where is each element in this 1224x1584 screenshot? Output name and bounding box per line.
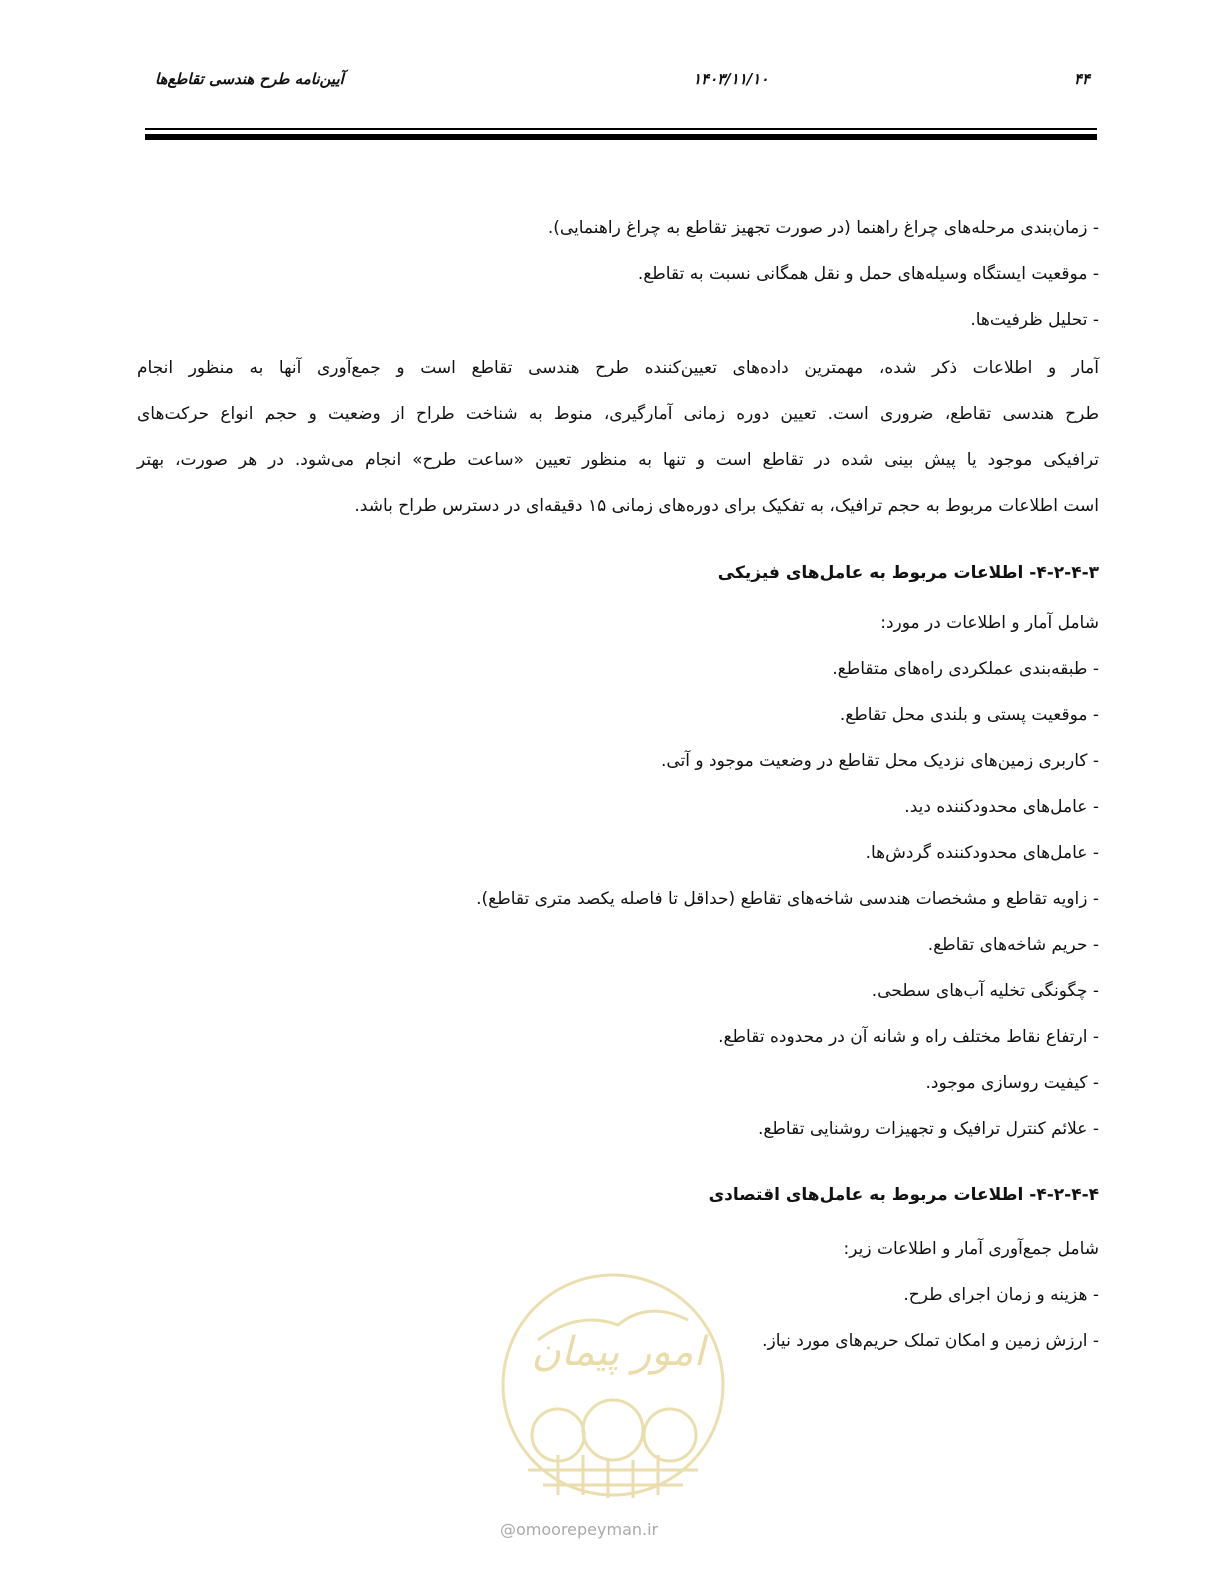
paragraph-line: ترافیکی موجود یا پیش بینی شده در تقاطع است و تنها به منظور تعیین «ساعت طرح» انجام می‌شود. در هر صورت، بهتر [137,450,1099,470]
list-item: - تحلیل ظرفیت‌ها. [970,310,1099,330]
header-rule-thick [145,134,1097,140]
list-item: - کیفیت روسازی موجود. [925,1073,1099,1093]
list-item: - علائم کنترل ترافیک و تجهیزات روشنایی تقاطع. [757,1119,1099,1139]
section-intro: شامل جمع‌آوری آمار و اطلاعات زیر: [843,1239,1099,1259]
list-item: - موقعیت پستی و بلندی محل تقاطع. [839,705,1099,725]
list-item: - ارزش زمین و امکان تملک حریم‌های مورد نیاز. [762,1331,1099,1351]
paragraph-line: طرح هندسی تقاطع، ضروری است. تعیین دوره زمانی آمارگیری، منوط به شناخت طراح از وضعیت و حجم انواع حرکت‌های [137,404,1099,424]
list-item: - حریم شاخه‌های تقاطع. [927,935,1099,955]
list-item: - زاویه تقاطع و مشخصات هندسی شاخه‌های تقاطع (حداقل تا فاصله یکصد متری تقاطع). [476,889,1099,909]
list-item: - زمان‌بندی مرحله‌های چراغ راهنما (در صورت تجهیز تقاطع به چراغ راهنمایی). [547,218,1099,238]
stamp-logo [498,1270,728,1500]
list-item: - عامل‌های محدودکننده گردش‌ها. [865,843,1099,863]
paragraph-line: است اطلاعات مربوط به حجم ترافیک، به تفکیک برای دوره‌های زمانی ۱۵ دقیقه‌ای در دسترس طراح باشد. [354,496,1099,516]
section-heading-physical: ۴-۲-۴-۳- اطلاعات مربوط به عامل‌های فیزیکی [717,563,1099,583]
header-date: ۱۴۰۳/۱۱/۱۰ [693,70,769,88]
list-item: - چگونگی تخلیه آب‌های سطحی. [871,981,1099,1001]
paragraph-line: آمار و اطلاعات ذکر شده، مهمترین داده‌های تعیین‌کننده طرح هندسی تقاطع است و جمع‌آوری آنها به منظور انجام [137,358,1099,378]
header-title: آیین‌نامه طرح هندسی تقاطع‌ها [155,70,344,88]
list-item: - کاربری زمین‌های نزدیک محل تقاطع در وضعیت موجود و آتی. [660,751,1099,771]
section-heading-economic: ۴-۲-۴-۴- اطلاعات مربوط به عامل‌های اقتصادی [708,1185,1099,1205]
list-item: - طبقه‌بندی عملکردی راه‌های متقاطع. [832,659,1099,679]
page-number: ۴۴ [1073,70,1090,88]
section-intro: شامل آمار و اطلاعات در مورد: [880,613,1099,633]
list-item: - هزینه و زمان اجرای طرح. [903,1285,1099,1305]
page-header [145,70,1095,100]
list-item: - موقعیت ایستگاه وسیله‌های حمل و نقل همگانی نسبت به تقاطع. [637,264,1099,284]
watermark-text: @omoorepeyman.ir [500,1520,659,1539]
stamp-logo-text: امور پیمان [531,1329,705,1375]
header-rule-thin [145,128,1097,130]
list-item: - عامل‌های محدودکننده دید. [904,797,1099,817]
list-item: - ارتفاع نقاط مختلف راه و شانه آن در محدوده تقاطع. [718,1027,1099,1047]
body-paragraph [137,345,1099,529]
